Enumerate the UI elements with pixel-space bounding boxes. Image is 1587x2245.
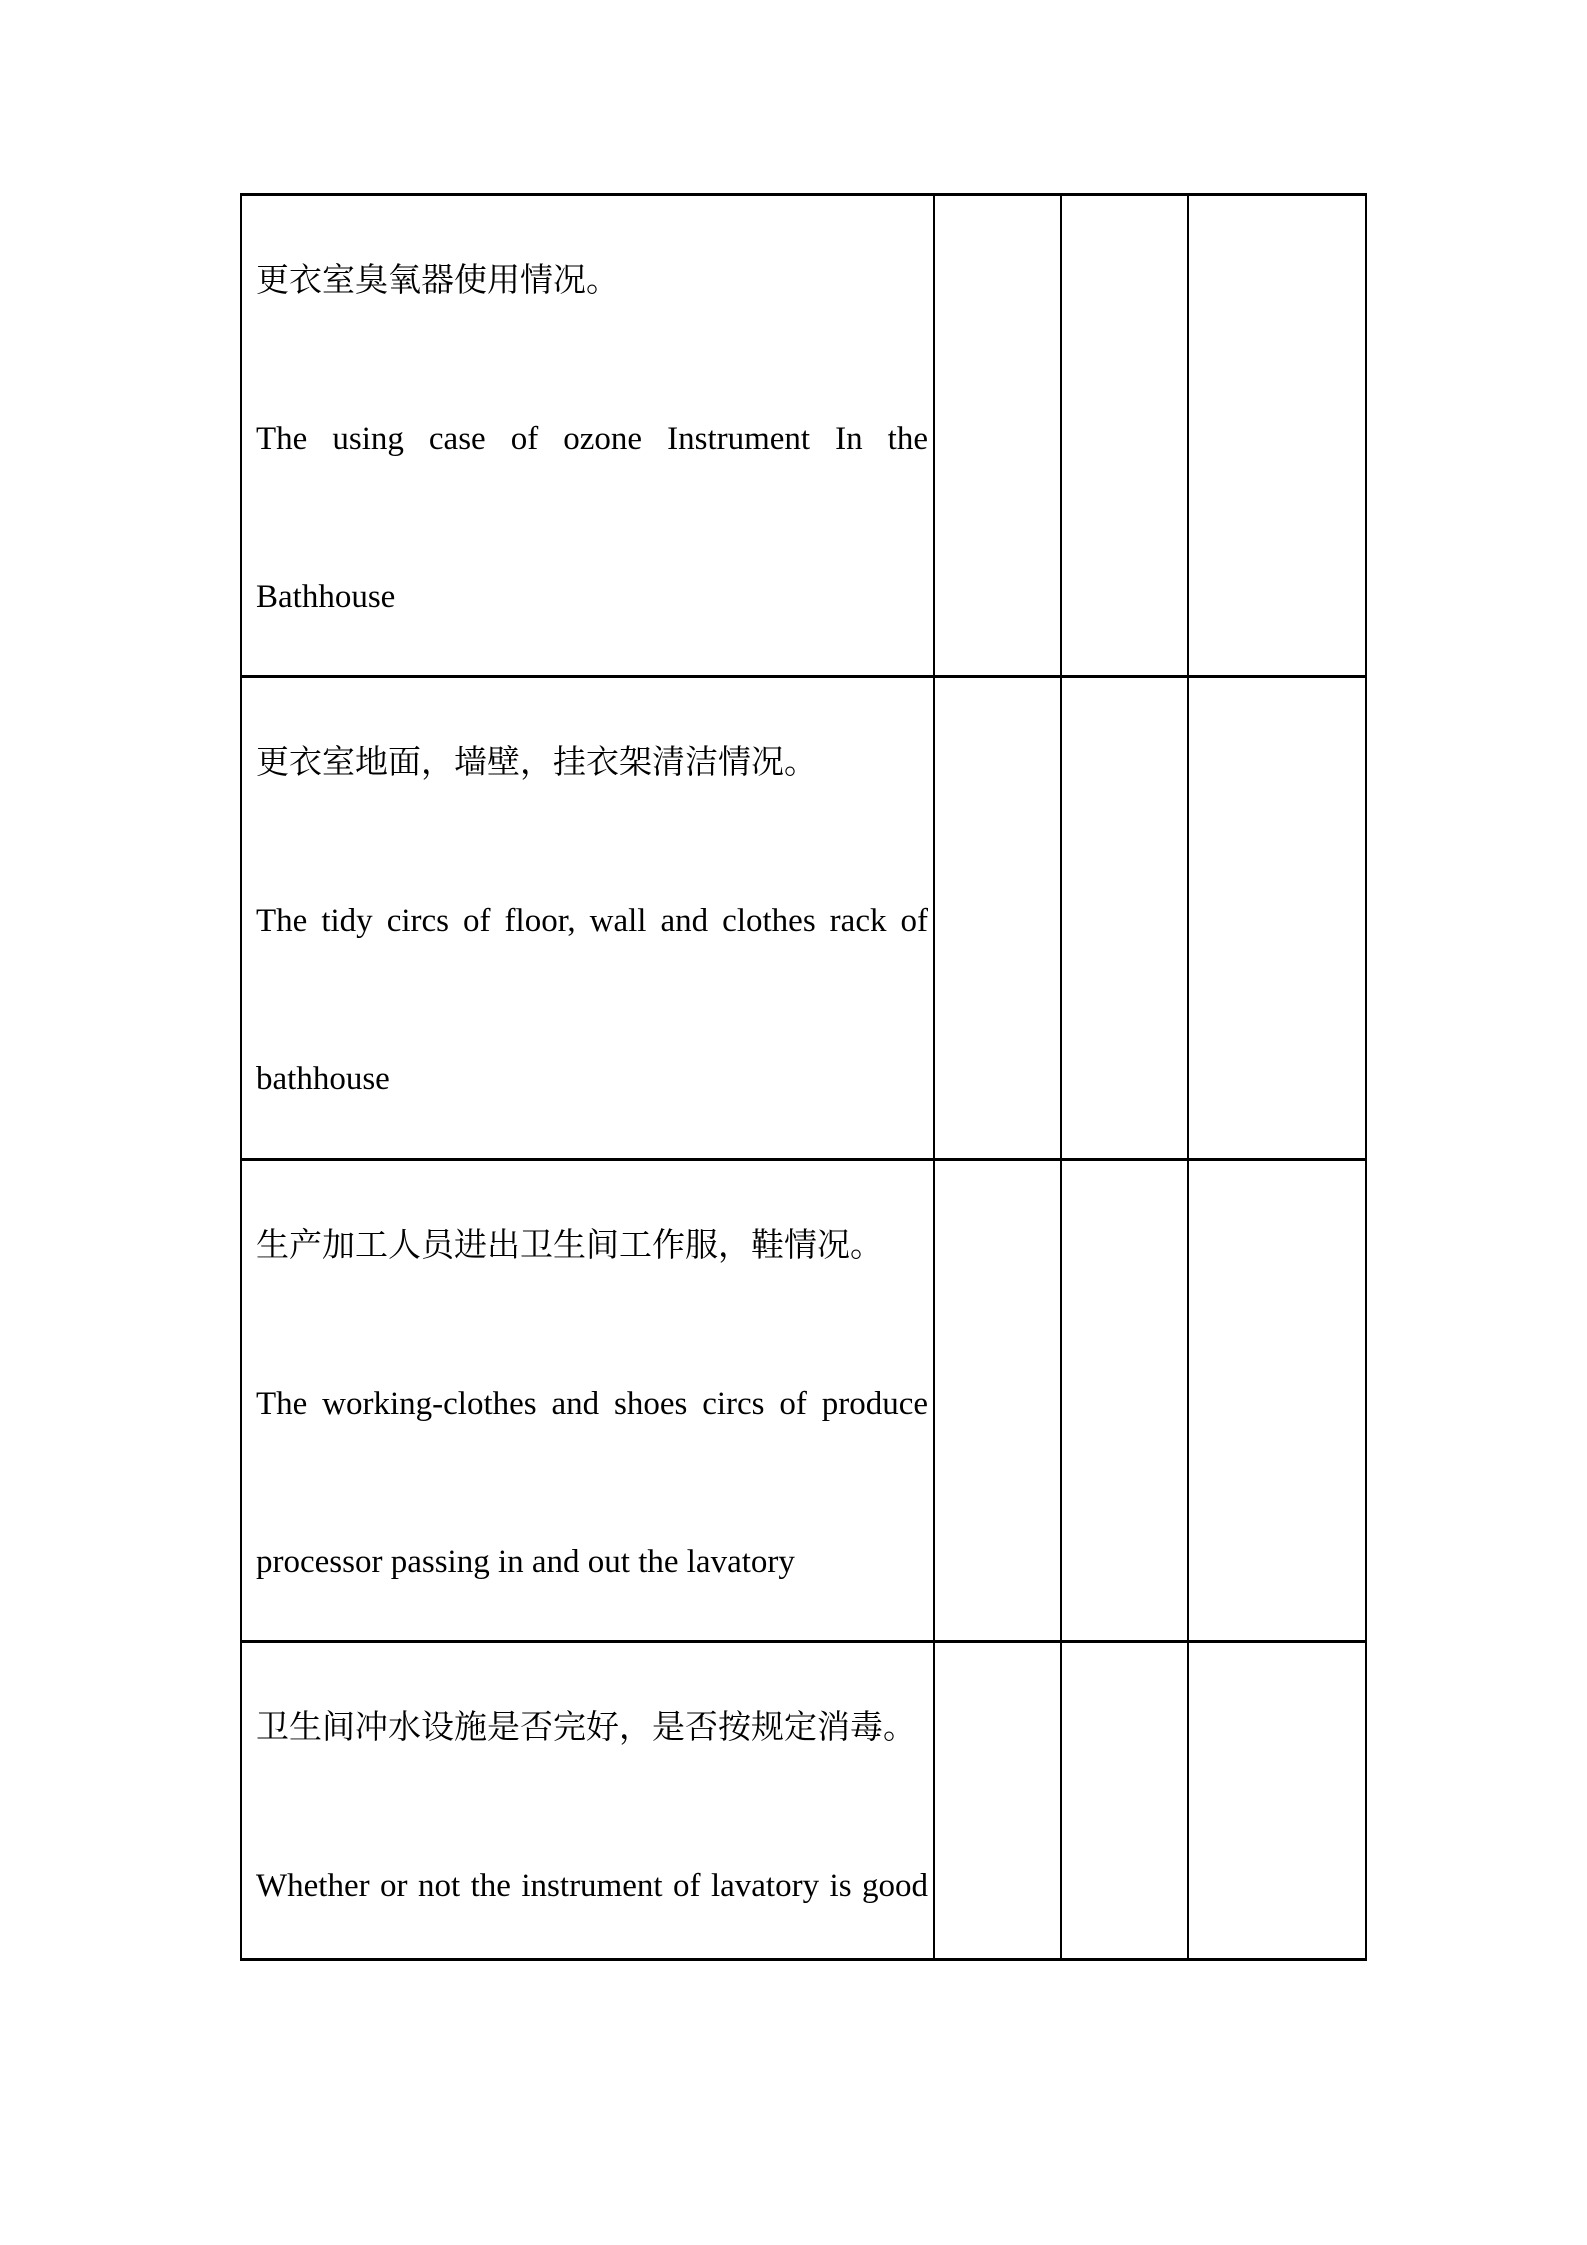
row-3-english-line-2: processor passing in and out the lavatory (256, 1544, 795, 1580)
row-2-empty-cell-1 (935, 678, 1062, 1161)
row-3-empty-cell-1 (935, 1161, 1062, 1643)
row-1-description-cell (242, 196, 935, 678)
row-4-empty-cell-2 (1062, 1643, 1189, 1961)
row-1-english-line-1: The using case of ozone Instrument In the (256, 421, 928, 457)
row-4-chinese-text: 卫生间冲水设施是否完好，是否按规定消毒。 (256, 1710, 916, 1746)
row-1-empty-cell-3 (1189, 196, 1367, 678)
row-1-english-line-2: Bathhouse (256, 579, 396, 615)
inspection-table (240, 193, 1367, 1961)
row-1-chinese-text: 更衣室臭氧器使用情况。 (256, 263, 619, 299)
row-4-empty-cell-1 (935, 1643, 1062, 1961)
row-3-chinese-text: 生产加工人员进出卫生间工作服，鞋情况。 (256, 1228, 883, 1264)
row-4-description-cell (242, 1643, 935, 1961)
row-4-english-line-1: Whether or not the instrument of lavatory is good (256, 1868, 928, 1904)
row-3-description-cell (242, 1161, 935, 1643)
row-4-empty-cell-3 (1189, 1643, 1367, 1961)
row-3-empty-cell-3 (1189, 1161, 1367, 1643)
row-3-english-line-1: The working-clothes and shoes circs of produce (256, 1386, 928, 1422)
row-1-empty-cell-2 (1062, 196, 1189, 678)
row-2-empty-cell-2 (1062, 678, 1189, 1161)
row-2-english-line-1: The tidy circs of floor, wall and clothes rack of (256, 903, 928, 939)
row-2-english-line-2: bathhouse (256, 1061, 390, 1097)
row-1-empty-cell-1 (935, 196, 1062, 678)
row-3-empty-cell-2 (1062, 1161, 1189, 1643)
row-2-empty-cell-3 (1189, 678, 1367, 1161)
row-2-description-cell (242, 678, 935, 1161)
row-2-chinese-text: 更衣室地面，墙壁，挂衣架清洁情况。 (256, 745, 817, 781)
